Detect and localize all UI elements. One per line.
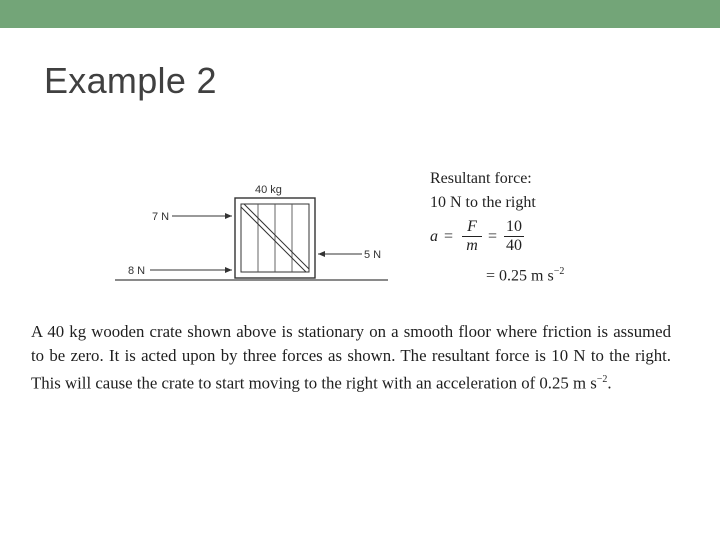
slide-title: Example 2 (44, 60, 217, 101)
crate-force-diagram (110, 175, 400, 295)
denominator-value: 40 (506, 237, 522, 254)
explanation-paragraph (31, 320, 671, 396)
mass-label: 40 kg (255, 184, 282, 196)
force-symbol: F (467, 218, 477, 235)
crate (235, 198, 315, 278)
mass-symbol: m (466, 237, 478, 254)
result-value: = 0.25 m s (486, 267, 554, 285)
result-line (486, 266, 564, 285)
top-accent-bar (0, 0, 720, 28)
solution-heading: Resultant force: (430, 170, 532, 187)
accel-symbol: a (430, 228, 438, 245)
result-exponent: −2 (553, 266, 565, 277)
force-label-5n: 5 N (364, 249, 382, 261)
numerator-value: 10 (506, 218, 522, 235)
force-label-8n: 8 N (128, 265, 146, 277)
solution-block (430, 170, 630, 290)
paragraph-exponent: −2 (596, 374, 608, 385)
fraction-f-over-m (460, 218, 484, 255)
force-label-7n: 7 N (152, 211, 170, 223)
solution-resultant: 10 N to the right (430, 194, 536, 211)
paragraph-end: . (607, 373, 612, 393)
fraction-values (502, 218, 526, 255)
equals-sign-2: = (488, 228, 498, 245)
equals-sign-1: = (444, 228, 454, 245)
paragraph-text: A 40 kg wooden crate shown above is stationary on a smooth floor where friction is assumed to be zero. It is acted upon by three forces as shown. The resultant force is 10 N to the right. This will cause the crate to start moving to the right with an acceleration of 0.25 m s (31, 322, 671, 393)
